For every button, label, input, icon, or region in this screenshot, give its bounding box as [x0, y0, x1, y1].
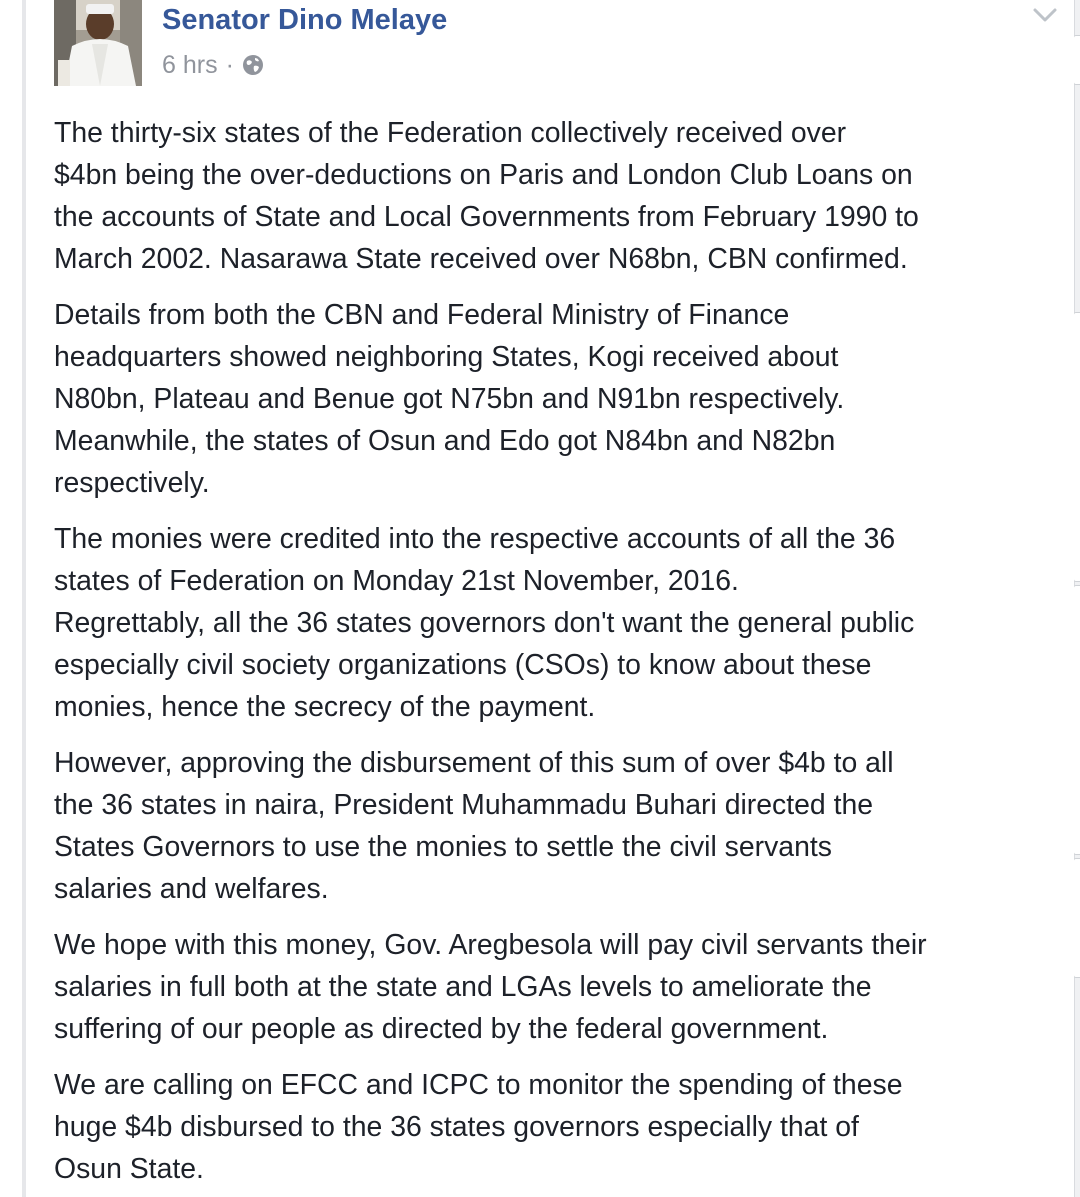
right-edge-tab: [1073, 312, 1080, 582]
paragraph-line: the 36 states in naira, President Muhammadu Buhari directed the: [54, 789, 874, 821]
post-paragraph-1: [54, 112, 1074, 280]
globe-icon[interactable]: [242, 54, 264, 76]
paragraph-line: Regrettably, all the 36 states governors don't want the general public: [54, 607, 915, 639]
paragraph-line: the accounts of State and Local Governments from February 1990 to: [54, 201, 919, 233]
paragraph-line: salaries and welfares.: [54, 873, 329, 905]
meta-separator: ·: [225, 50, 234, 79]
paragraph-line: Details from both the CBN and Federal Ministry of Finance: [54, 299, 790, 331]
avatar-photo: [54, 0, 142, 86]
post-body: [54, 112, 1074, 1197]
post-meta: [162, 48, 264, 82]
post-paragraph-3: [54, 518, 1074, 728]
paragraph-line: respectively.: [54, 467, 210, 499]
right-edge-tab: [1073, 585, 1080, 855]
facebook-post: [26, 0, 1074, 1197]
paragraph-line: monies, hence the secrecy of the payment.: [54, 691, 596, 723]
paragraph-line: The monies were credited into the respective accounts of all the 36: [54, 523, 896, 555]
paragraph-line: salaries in full both at the state and LGAs levels to ameliorate the: [54, 971, 872, 1003]
paragraph-line: especially civil society organizations (CSOs) to know about these: [54, 649, 872, 681]
post-paragraph-5: [54, 924, 1074, 1050]
paragraph-line: headquarters showed neighboring States, Kogi received about: [54, 341, 839, 373]
paragraph-line: states of Federation on Monday 21st November, 2016.: [54, 565, 739, 597]
post-timestamp[interactable]: 6 hrs: [162, 50, 218, 79]
paragraph-line: N80bn, Plateau and Benue got N75bn and N91bn respectively.: [54, 383, 845, 415]
right-edge-tab: [1073, 35, 1080, 85]
paragraph-line: States Governors to use the monies to settle the civil servants: [54, 831, 832, 863]
chevron-down-icon[interactable]: [1030, 2, 1060, 28]
post-paragraph-6: [54, 1064, 1074, 1190]
paragraph-line: suffering of our people as directed by the federal government.: [54, 1013, 829, 1045]
paragraph-line: The thirty-six states of the Federation collectively received over: [54, 117, 847, 149]
paragraph-line: However, approving the disbursement of this sum of over $4b to all: [54, 747, 894, 779]
author-avatar[interactable]: [54, 0, 142, 86]
paragraph-line: We are calling on EFCC and ICPC to monitor the spending of these: [54, 1069, 903, 1101]
paragraph-line: Osun State.: [54, 1153, 204, 1185]
right-edge-tab: [1073, 858, 1080, 978]
paragraph-line: Meanwhile, the states of Osun and Edo got N84bn and N82bn: [54, 425, 836, 457]
paragraph-line: huge $4b disbursed to the 36 states governors especially that of: [54, 1111, 859, 1143]
paragraph-line: March 2002. Nasarawa State received over N68bn, CBN confirmed.: [54, 243, 908, 275]
post-paragraph-4: [54, 742, 1074, 910]
paragraph-line: $4bn being the over-deductions on Paris and London Club Loans on: [54, 159, 913, 191]
post-paragraph-2: [54, 294, 1074, 504]
paragraph-line: We hope with this money, Gov. Aregbesola will pay civil servants their: [54, 929, 927, 961]
author-name-link[interactable]: Senator Dino Melaye: [162, 4, 448, 36]
